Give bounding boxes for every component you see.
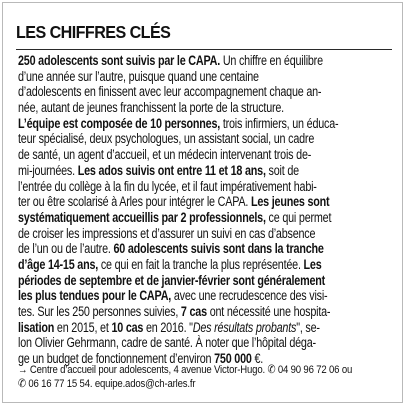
article-line	[18, 194, 330, 210]
contact-address: Centre d’accueil pour adolescents, 4 avenue Victor-Hugo.	[29, 364, 265, 376]
contact-line-1	[18, 363, 353, 377]
bold-figure: systématiquement accueillis par 2 professionnels,	[18, 209, 266, 225]
article-line	[18, 257, 322, 273]
body-text: de croiser les impressions et d’assurer un suivi en cas d’absence	[18, 225, 316, 241]
article-line	[18, 53, 322, 69]
bold-figure: 7 cas	[180, 304, 207, 319]
article-line	[18, 147, 322, 163]
body-text: l’entrée du collège à la fin du lycée, et il faut impérativement habi-	[18, 178, 317, 194]
phone-icon: ✆	[267, 364, 276, 376]
article-line	[18, 320, 322, 336]
article-line	[18, 115, 339, 132]
bold-figure: 10 cas	[111, 319, 144, 335]
bold-figure: Les	[303, 256, 322, 272]
body-text: en 2015, et	[54, 319, 112, 335]
article-line	[18, 272, 326, 289]
contact-phone-1: 04 90 96 72 06 ou	[277, 364, 353, 376]
article-body	[18, 53, 396, 367]
body-text: d’adolescents en finissent avec leur accompagnement chaque an-	[18, 84, 322, 100]
body-text: €.	[251, 351, 264, 367]
body-text: soit de	[265, 162, 299, 178]
article-line	[18, 335, 322, 351]
body-text: ce qui en fait la tranche la plus représentée.	[98, 256, 304, 272]
article-line	[18, 131, 322, 147]
bold-figure: périodes de septembre et de janvier-février sont généralement	[18, 272, 326, 288]
body-text: de santé, un agent d’accueil, et un médecin intervenant trois de-	[18, 147, 312, 163]
bold-figure: lisation	[18, 319, 55, 335]
contact-info	[18, 363, 396, 391]
section-title: LES CHIFFRES CLÉS	[16, 22, 171, 42]
quote-text: Des résultats probants	[192, 319, 297, 335]
body-text: de l’un ou de l’autre.	[18, 241, 114, 257]
body-text: ge un budget de fonctionnement d’environ	[18, 351, 215, 367]
bold-figure: 60 adolescents suivis sont dans la tranche	[113, 241, 324, 257]
article-line	[18, 304, 331, 320]
bold-figure: Les ados suivis ont entre 11 et 18 ans,	[77, 162, 266, 178]
phone-icon: ✆	[18, 378, 26, 391]
contact-line-2	[18, 377, 336, 391]
bold-figure: 250 adolescents sont suivis par le CAPA.	[18, 53, 221, 68]
body-text: teur spécialisé, deux psychologues, un assistant social, un cadre	[18, 131, 315, 147]
contact-email[interactable]: equipe.ados@ch-arles.fr	[94, 378, 196, 391]
article-line	[18, 69, 322, 85]
body-text: née, autant de jeunes franchissent la porte de la structure.	[18, 100, 284, 116]
article-line	[18, 84, 322, 100]
article-line	[18, 209, 332, 226]
body-text: mi-journées.	[18, 162, 78, 178]
contact-phone-2: 06 16 77 15 54.	[28, 378, 93, 391]
body-text: ter ou être scolarisé à Arles pour intégrer le CAPA.	[18, 194, 251, 210]
article-line	[18, 288, 328, 304]
body-text: avec une recrudescence des visi-	[171, 288, 328, 304]
bold-figure: d’âge 14-15 ans,	[18, 256, 99, 272]
key-figures-box	[2, 2, 403, 403]
body-text: Un chiffre en équilibre	[220, 53, 323, 68]
bold-figure: les plus tendues pour le CAPA,	[18, 288, 172, 304]
article-line	[18, 163, 322, 179]
bold-figure: 750 000	[214, 351, 252, 367]
body-text: ", se-	[296, 319, 320, 335]
body-text: d’une année sur l’autre, puisque quand une centaine	[18, 68, 259, 84]
article-line	[18, 226, 322, 242]
body-text: trois infirmiers, un éduca-	[220, 115, 339, 131]
body-text: ce qui permet	[265, 209, 332, 225]
body-text: tes. Sur les 250 personnes suivies,	[18, 304, 181, 319]
arrow-icon: →	[18, 364, 28, 376]
bold-figure: L’équipe est composée de 10 personnes,	[18, 115, 221, 131]
bold-figure: Les jeunes sont	[250, 194, 330, 210]
body-text: ont nécessité une hospita-	[206, 304, 331, 319]
body-text: en 2016. "	[143, 319, 193, 335]
article-line	[18, 241, 322, 257]
article-line	[18, 179, 322, 195]
article-line	[18, 100, 322, 116]
body-text: lon Olivier Gehrmann, cadre de santé. À noter que l’hôpital déga-	[18, 335, 316, 351]
title-bar	[16, 9, 392, 50]
